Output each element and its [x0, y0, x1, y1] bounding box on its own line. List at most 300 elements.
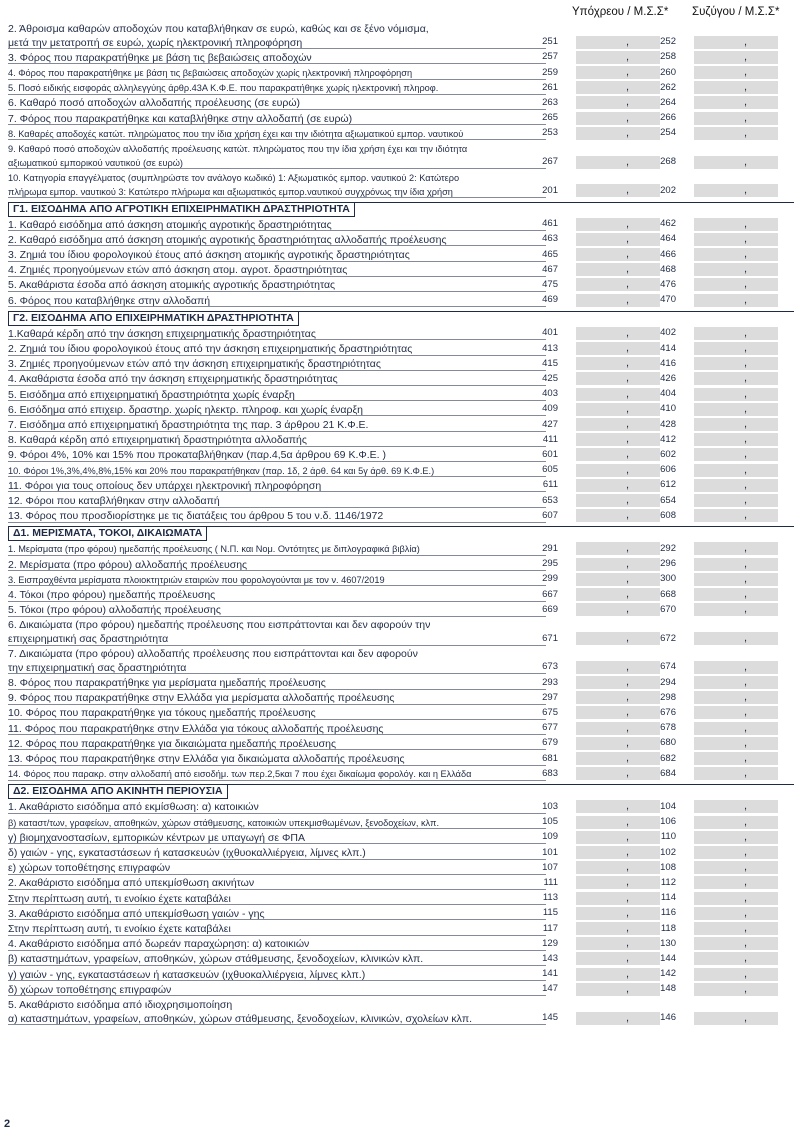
- decimal-separator: ,: [626, 248, 630, 261]
- field-code-taxpayer: 105: [542, 816, 558, 828]
- row-label-line: 13. Φόρος που παρακρατήθηκε στην Ελλάδα για δικαιώματα αλλοδαπής προέλευσης: [8, 753, 405, 765]
- amount-field-spouse[interactable]: [694, 861, 778, 874]
- decimal-separator: ,: [626, 372, 630, 385]
- decimal-separator: ,: [744, 278, 748, 291]
- field-code-spouse: 476: [660, 278, 676, 290]
- amount-field-taxpayer[interactable]: [576, 218, 660, 231]
- form-row: [8, 448, 794, 462]
- row-underline: [8, 261, 546, 262]
- row-underline: [8, 813, 546, 814]
- field-code-taxpayer: 409: [542, 403, 558, 415]
- amount-field-taxpayer[interactable]: [576, 263, 660, 276]
- decimal-separator: ,: [744, 706, 748, 719]
- row-label-line: γ) βιομηχανοστασίων, εμπορικών κέντρων με υπαγωγή σε ΦΠΑ: [8, 831, 305, 844]
- decimal-separator: ,: [626, 982, 630, 995]
- row-underline: [8, 859, 546, 860]
- field-code-taxpayer: 129: [542, 937, 558, 949]
- amount-field-taxpayer[interactable]: [576, 737, 660, 750]
- form-row: [8, 142, 794, 169]
- row-underline: [8, 980, 546, 981]
- field-code-taxpayer: 675: [542, 706, 558, 718]
- row-label-line: 1. Μερίσματα (προ φόρου) ημεδαπής προέλευσης ( Ν.Π. και Νομ. Οντότητες με διπλογραφικά βιβλία): [8, 544, 420, 555]
- row-label-line: 5. Εισόδημα από επιχειρηματική δραστηριότητα χωρίς έναρξη: [8, 388, 295, 401]
- amount-field-spouse[interactable]: [694, 294, 778, 307]
- decimal-separator: ,: [744, 676, 748, 689]
- amount-field-taxpayer[interactable]: [576, 691, 660, 704]
- row-label-line: 9. Καθαρό ποσό αποδοχών αλλοδαπής προέλευσης κατώτ. πληρώματος που την ίδια χρήση έχει και την ιδιότητα: [8, 144, 468, 154]
- amount-field-taxpayer[interactable]: [576, 706, 660, 719]
- amount-field-taxpayer[interactable]: [576, 722, 660, 735]
- row-label-line: 9. Φόρος που παρακρατήθηκε στην Ελλάδα για μερίσματα αλλοδαπής προέλευσης: [8, 692, 395, 705]
- row-underline: [8, 197, 546, 198]
- row-underline: [8, 843, 546, 844]
- amount-field-spouse[interactable]: [694, 542, 778, 555]
- field-code-taxpayer: 467: [542, 263, 558, 275]
- decimal-separator: ,: [744, 66, 748, 79]
- row-label-line: 12. Φόροι που καταβλήθηκαν στην αλλοδαπή: [8, 495, 220, 507]
- field-code-taxpayer: 607: [542, 509, 558, 521]
- amount-field-taxpayer[interactable]: [576, 372, 660, 385]
- amount-field-taxpayer[interactable]: [576, 357, 660, 370]
- decimal-separator: ,: [626, 937, 630, 950]
- row-underline: [8, 585, 546, 586]
- decimal-separator: ,: [626, 494, 630, 507]
- decimal-separator: ,: [744, 603, 748, 616]
- amount-field-spouse[interactable]: [694, 952, 778, 965]
- form-row: [8, 922, 794, 936]
- form-row: [8, 418, 794, 432]
- decimal-separator: ,: [744, 937, 748, 950]
- row-label-line: 2. Μερίσματα (προ φόρου) αλλοδαπής προέλευσης: [8, 558, 248, 571]
- amount-field-taxpayer[interactable]: [576, 907, 660, 920]
- amount-field-taxpayer[interactable]: [576, 752, 660, 765]
- amount-field-spouse[interactable]: [694, 66, 778, 79]
- decimal-separator: ,: [744, 876, 748, 889]
- amount-field-spouse[interactable]: [694, 433, 778, 446]
- decimal-separator: ,: [626, 387, 630, 400]
- form-row: [8, 676, 794, 690]
- decimal-separator: ,: [744, 50, 748, 63]
- amount-field-spouse[interactable]: [694, 509, 778, 522]
- field-code-spouse: 296: [660, 558, 676, 570]
- row-label-line: 6. Φόρος που καταβλήθηκε στην αλλοδαπή: [8, 294, 211, 307]
- field-code-taxpayer: 677: [542, 722, 558, 734]
- field-code-spouse: 464: [660, 233, 676, 245]
- field-code-taxpayer: 425: [542, 372, 558, 384]
- amount-field-taxpayer[interactable]: [576, 588, 660, 601]
- amount-field-taxpayer[interactable]: [576, 800, 660, 813]
- row-label-line: 3. Ζημιά του ίδιου φορολογικού έτους από άσκηση ατομικής αγροτικής δραστηριότητας: [8, 249, 410, 261]
- amount-field-spouse[interactable]: [694, 357, 778, 370]
- form-row: [8, 51, 794, 65]
- amount-field-spouse[interactable]: [694, 661, 778, 674]
- form-row: [8, 327, 794, 341]
- amount-field-spouse[interactable]: [694, 876, 778, 889]
- amount-field-spouse[interactable]: [694, 327, 778, 340]
- amount-field-taxpayer[interactable]: [576, 342, 660, 355]
- amount-field-taxpayer[interactable]: [576, 233, 660, 246]
- form-row: [8, 403, 794, 417]
- amount-field-spouse[interactable]: [694, 737, 778, 750]
- field-code-taxpayer: 297: [542, 691, 558, 703]
- row-underline: [8, 616, 546, 617]
- amount-field-spouse[interactable]: [694, 676, 778, 689]
- row-underline: [8, 719, 546, 720]
- row-label-line: 1. Καθαρό εισόδημα από άσκηση ατομικής αγροτικής δραστηριότητας: [8, 218, 332, 231]
- amount-field-spouse[interactable]: [694, 372, 778, 385]
- form-row: [8, 861, 794, 875]
- decimal-separator: ,: [744, 81, 748, 94]
- decimal-separator: ,: [744, 861, 748, 874]
- row-underline: [8, 995, 546, 996]
- field-code-spouse: 116: [660, 907, 676, 919]
- amount-field-taxpayer[interactable]: [576, 603, 660, 616]
- amount-field-taxpayer[interactable]: [576, 676, 660, 689]
- field-code-taxpayer: 469: [542, 294, 558, 306]
- form-row: [8, 509, 794, 523]
- field-code-taxpayer: 115: [542, 907, 558, 919]
- form-row: [8, 66, 794, 80]
- amount-field-spouse[interactable]: [694, 1012, 778, 1025]
- decimal-separator: ,: [744, 1011, 748, 1024]
- amount-field-taxpayer[interactable]: [576, 278, 660, 291]
- field-code-taxpayer: 299: [542, 573, 558, 585]
- amount-field-spouse[interactable]: [694, 263, 778, 276]
- amount-field-spouse[interactable]: [694, 388, 778, 401]
- field-code-spouse: 268: [660, 156, 676, 168]
- decimal-separator: ,: [744, 418, 748, 431]
- amount-field-taxpayer[interactable]: [576, 494, 660, 507]
- row-label-line: 10. Φόροι 1%,3%,4%,8%,15% και 20% που παρακρατήθηκαν (παρ. 1δ, 2 άρθ. 64 και 5γ άρθ. 69 Κ.Φ.Ε.): [8, 465, 435, 476]
- amount-field-taxpayer[interactable]: [576, 861, 660, 874]
- amount-field-spouse[interactable]: [694, 767, 778, 780]
- decimal-separator: ,: [626, 1011, 630, 1024]
- form-row: [8, 171, 794, 198]
- row-label-line: την επιχειρηματική σας δραστηριότητα: [8, 662, 187, 675]
- field-code-spouse: 426: [660, 372, 676, 384]
- amount-field-spouse[interactable]: [694, 892, 778, 905]
- row-underline: [8, 919, 546, 920]
- decimal-separator: ,: [626, 81, 630, 94]
- amount-field-taxpayer[interactable]: [576, 433, 660, 446]
- field-code-spouse: 468: [660, 263, 676, 275]
- form-row: [8, 96, 794, 110]
- amount-field-taxpayer[interactable]: [576, 479, 660, 492]
- amount-field-taxpayer[interactable]: [576, 876, 660, 889]
- decimal-separator: ,: [744, 448, 748, 461]
- row-label-line: β) καταστημάτων, γραφείων, αποθηκών, χώρων στάθμευσης, ξενοδοχείων, κλινικών κλπ.: [8, 953, 424, 966]
- decimal-separator: ,: [626, 572, 630, 585]
- amount-field-spouse[interactable]: [694, 494, 778, 507]
- amount-field-taxpayer[interactable]: [576, 831, 660, 844]
- amount-field-taxpayer[interactable]: [576, 96, 660, 109]
- amount-field-spouse[interactable]: [694, 558, 778, 571]
- field-code-spouse: 678: [660, 722, 676, 734]
- amount-field-taxpayer[interactable]: [576, 542, 660, 555]
- decimal-separator: ,: [744, 293, 748, 306]
- amount-field-taxpayer[interactable]: [576, 1012, 660, 1025]
- decimal-separator: ,: [744, 952, 748, 965]
- field-code-taxpayer: 415: [542, 357, 558, 369]
- row-underline: [8, 491, 546, 492]
- decimal-separator: ,: [744, 572, 748, 585]
- amount-field-taxpayer[interactable]: [576, 184, 660, 197]
- amount-field-taxpayer[interactable]: [576, 573, 660, 586]
- decimal-separator: ,: [626, 846, 630, 859]
- amount-field-taxpayer[interactable]: [576, 127, 660, 140]
- amount-field-taxpayer[interactable]: [576, 294, 660, 307]
- amount-field-spouse[interactable]: [694, 706, 778, 719]
- amount-field-spouse[interactable]: [694, 800, 778, 813]
- amount-field-taxpayer[interactable]: [576, 661, 660, 674]
- amount-field-taxpayer[interactable]: [576, 327, 660, 340]
- row-label-line: 4. Τόκοι (προ φόρου) ημεδαπής προέλευσης: [8, 589, 216, 601]
- amount-field-spouse[interactable]: [694, 418, 778, 431]
- field-code-taxpayer: 601: [542, 448, 558, 460]
- amount-field-spouse[interactable]: [694, 248, 778, 261]
- decimal-separator: ,: [626, 800, 630, 813]
- amount-field-spouse[interactable]: [694, 403, 778, 416]
- amount-field-spouse[interactable]: [694, 51, 778, 64]
- decimal-separator: ,: [744, 767, 748, 780]
- field-code-spouse: 416: [660, 357, 676, 369]
- amount-field-taxpayer[interactable]: [576, 983, 660, 996]
- decimal-separator: ,: [626, 357, 630, 370]
- amount-field-spouse[interactable]: [694, 36, 778, 49]
- amount-field-taxpayer[interactable]: [576, 968, 660, 981]
- section-title: Γ2. ΕΙΣΟΔΗΜΑ ΑΠΟ ΕΠΙΧΕΙΡΗΜΑΤΙΚΗ ΔΡΑΣΤΗΡΙΟΤΗΤΑ: [8, 311, 299, 326]
- row-underline: [8, 689, 546, 690]
- amount-field-spouse[interactable]: [694, 588, 778, 601]
- amount-field-taxpayer[interactable]: [576, 51, 660, 64]
- form-row: [8, 218, 794, 232]
- field-code-taxpayer: 113: [542, 892, 558, 904]
- decimal-separator: ,: [626, 906, 630, 919]
- field-code-spouse: 680: [660, 737, 676, 749]
- column-header-spouse: Συζύγου / Μ.Σ.Σ*: [692, 6, 780, 18]
- amount-field-spouse[interactable]: [694, 278, 778, 291]
- amount-field-spouse[interactable]: [694, 127, 778, 140]
- amount-field-spouse[interactable]: [694, 464, 778, 477]
- row-label-line: 11. Φόρος που παρακρατήθηκε στην Ελλάδα για τόκους αλλοδαπής προέλευσης: [8, 722, 384, 735]
- row-label-line: 13. Φόρος που προσδιορίστηκε με τις διατάξεις του άρθρου 5 του ν.δ. 1146/1972: [8, 510, 384, 523]
- amount-field-taxpayer[interactable]: [576, 36, 660, 49]
- field-code-taxpayer: 669: [542, 603, 558, 615]
- field-code-spouse: 674: [660, 661, 676, 673]
- field-code-spouse: 258: [660, 51, 676, 63]
- amount-field-taxpayer[interactable]: [576, 388, 660, 401]
- field-code-taxpayer: 411: [542, 433, 558, 445]
- form-row: [8, 603, 794, 617]
- decimal-separator: ,: [626, 111, 630, 124]
- row-underline: [8, 230, 546, 231]
- row-label-line: 11. Φόροι για τους οποίους δεν υπάρχει ηλεκτρονική πληροφόρηση: [8, 479, 322, 492]
- field-code-taxpayer: 671: [542, 632, 558, 644]
- section-title: Δ1. ΜΕΡΙΣΜΑΤΑ, ΤΟΚΟΙ, ΔΙΚΑΙΩΜΑΤΑ: [8, 526, 207, 541]
- amount-field-taxpayer[interactable]: [576, 448, 660, 461]
- row-label-line: πλήρωμα εμπορ. ναυτικού 3: Κατώτερο πλήρωμα και αξιωματικός εμπορ.ναυτικού συγχρόνως την ίδια χρήση: [8, 186, 453, 197]
- row-underline: [8, 306, 546, 307]
- decimal-separator: ,: [626, 96, 630, 109]
- amount-field-taxpayer[interactable]: [576, 418, 660, 431]
- form-row: [8, 618, 794, 645]
- amount-field-spouse[interactable]: [694, 722, 778, 735]
- decimal-separator: ,: [626, 891, 630, 904]
- amount-field-spouse[interactable]: [694, 81, 778, 94]
- amount-field-spouse[interactable]: [694, 846, 778, 859]
- decimal-separator: ,: [744, 509, 748, 522]
- amount-field-spouse[interactable]: [694, 937, 778, 950]
- decimal-separator: ,: [626, 736, 630, 749]
- field-code-taxpayer: 461: [542, 218, 558, 230]
- amount-field-spouse[interactable]: [694, 156, 778, 169]
- field-code-spouse: 608: [660, 509, 676, 521]
- amount-field-taxpayer[interactable]: [576, 558, 660, 571]
- row-label-line: 3. Εισπραχθέντα μερίσματα πλοιοκτητριών εταιριών που φορολογούνται με τον ν. 4607/2019: [8, 574, 385, 585]
- decimal-separator: ,: [744, 660, 748, 673]
- decimal-separator: ,: [626, 876, 630, 889]
- row-underline: [8, 461, 546, 462]
- amount-field-taxpayer[interactable]: [576, 816, 660, 829]
- row-label-line: 6. Καθαρό ποσό αποδοχών αλλοδαπής προέλευσης (σε ευρώ): [8, 97, 301, 110]
- amount-field-taxpayer[interactable]: [576, 937, 660, 950]
- decimal-separator: ,: [626, 557, 630, 570]
- amount-field-spouse[interactable]: [694, 233, 778, 246]
- form-row: [8, 388, 794, 402]
- field-code-taxpayer: 111: [543, 876, 558, 888]
- amount-field-spouse[interactable]: [694, 752, 778, 765]
- field-code-taxpayer: 253: [542, 127, 558, 139]
- amount-field-taxpayer[interactable]: [576, 112, 660, 125]
- form-row: [8, 248, 794, 262]
- decimal-separator: ,: [744, 830, 748, 843]
- field-code-taxpayer: 267: [542, 156, 558, 168]
- field-code-spouse: 264: [660, 96, 676, 108]
- row-label-line: 10. Κατηγορία επαγγέλματος (συμπληρώστε τον ανάλογο κωδικό) 1: Αξιωματικός εμπορ. ναυτικού 2: Κατώτερο: [8, 172, 460, 183]
- decimal-separator: ,: [744, 387, 748, 400]
- amount-field-spouse[interactable]: [694, 968, 778, 981]
- amount-field-spouse[interactable]: [694, 218, 778, 231]
- decimal-separator: ,: [626, 184, 630, 197]
- decimal-separator: ,: [626, 721, 630, 734]
- decimal-separator: ,: [744, 96, 748, 109]
- amount-field-spouse[interactable]: [694, 816, 778, 829]
- amount-field-spouse[interactable]: [694, 184, 778, 197]
- row-label-line: 8. Καθαρά κέρδη από επιχειρηματική δραστηριότητα αλλοδαπής: [8, 434, 307, 447]
- form-row: [8, 112, 794, 126]
- amount-field-spouse[interactable]: [694, 479, 778, 492]
- form-row: [8, 691, 794, 705]
- form-row: [8, 983, 794, 997]
- amount-field-taxpayer[interactable]: [576, 922, 660, 935]
- form-row: [8, 494, 794, 508]
- decimal-separator: ,: [626, 232, 630, 245]
- amount-field-taxpayer[interactable]: [576, 846, 660, 859]
- decimal-separator: ,: [744, 326, 748, 339]
- amount-field-spouse[interactable]: [694, 573, 778, 586]
- decimal-separator: ,: [744, 184, 748, 197]
- amount-field-spouse[interactable]: [694, 96, 778, 109]
- amount-field-spouse[interactable]: [694, 342, 778, 355]
- amount-field-taxpayer[interactable]: [576, 767, 660, 780]
- field-code-spouse: 142: [660, 968, 676, 980]
- decimal-separator: ,: [626, 402, 630, 415]
- row-underline: [8, 168, 546, 169]
- amount-field-taxpayer[interactable]: [576, 248, 660, 261]
- field-code-spouse: 404: [660, 388, 676, 400]
- decimal-separator: ,: [744, 557, 748, 570]
- row-label: [8, 22, 548, 50]
- amount-field-taxpayer[interactable]: [576, 509, 660, 522]
- amount-field-spouse[interactable]: [694, 691, 778, 704]
- row-underline: [8, 1024, 546, 1025]
- field-code-spouse: 202: [660, 184, 676, 196]
- amount-field-taxpayer[interactable]: [576, 66, 660, 79]
- amount-field-spouse[interactable]: [694, 983, 778, 996]
- row-underline: [8, 63, 546, 64]
- decimal-separator: ,: [744, 815, 748, 828]
- form-row: [8, 357, 794, 371]
- row-label-line: 14. Φόρος που παρακρ. στην αλλοδαπή από εισοδήμ. των περ.2,5και 7 που έχει δικαίωμα φορολόγ. και η Ελλάδα: [8, 769, 472, 780]
- amount-field-spouse[interactable]: [694, 922, 778, 935]
- amount-field-spouse[interactable]: [694, 831, 778, 844]
- field-code-spouse: 114: [660, 892, 676, 904]
- amount-field-taxpayer[interactable]: [576, 464, 660, 477]
- row-label-line: 5. Ακαθάριστο εισόδημα από ιδιοχρησιμοποίηση: [8, 999, 233, 1011]
- decimal-separator: ,: [744, 248, 748, 261]
- row-label-line: Στην περίπτωση αυτή, τι ενοίκιο έχετε καταβάλει: [8, 923, 231, 935]
- decimal-separator: ,: [744, 982, 748, 995]
- decimal-separator: ,: [744, 126, 748, 139]
- amount-field-taxpayer[interactable]: [576, 892, 660, 905]
- decimal-separator: ,: [626, 155, 630, 168]
- decimal-separator: ,: [626, 542, 630, 555]
- decimal-separator: ,: [744, 922, 748, 935]
- row-underline: [8, 109, 546, 110]
- row-label-line: 5. Ακαθάριστα έσοδα από άσκηση ατομικής αγροτικής δραστηριότητας: [8, 279, 336, 292]
- form-row: [8, 952, 794, 966]
- amount-field-spouse[interactable]: [694, 907, 778, 920]
- form-row: [8, 737, 794, 751]
- field-code-spouse: 684: [660, 767, 676, 779]
- decimal-separator: ,: [744, 906, 748, 919]
- section-title: Γ1. ΕΙΣΟΔΗΜΑ ΑΠΟ ΑΓΡΟΤΙΚΗ ΕΠΙΧΕΙΡΗΜΑΤΙΚΗ ΔΡΑΣΤΗΡΙΟΤΗΤΑ: [8, 202, 355, 217]
- decimal-separator: ,: [744, 217, 748, 230]
- amount-field-taxpayer[interactable]: [576, 403, 660, 416]
- decimal-separator: ,: [744, 35, 748, 48]
- amount-field-spouse[interactable]: [694, 112, 778, 125]
- field-code-spouse: 470: [660, 294, 676, 306]
- amount-field-spouse[interactable]: [694, 632, 778, 645]
- field-code-taxpayer: 147: [542, 983, 558, 995]
- amount-field-taxpayer[interactable]: [576, 952, 660, 965]
- form-row: [8, 542, 794, 556]
- row-label-line: 5. Τόκοι (προ φόρου) αλλοδαπής προέλευσης: [8, 604, 221, 617]
- amount-field-taxpayer[interactable]: [576, 156, 660, 169]
- amount-field-spouse[interactable]: [694, 603, 778, 616]
- amount-field-spouse[interactable]: [694, 448, 778, 461]
- decimal-separator: ,: [744, 752, 748, 765]
- field-code-taxpayer: 117: [542, 922, 558, 934]
- amount-field-taxpayer[interactable]: [576, 81, 660, 94]
- decimal-separator: ,: [744, 111, 748, 124]
- form-row: [8, 263, 794, 277]
- amount-field-taxpayer[interactable]: [576, 632, 660, 645]
- form-row: [8, 722, 794, 736]
- field-code-spouse: 112: [660, 876, 676, 888]
- row-underline: [8, 476, 546, 477]
- field-code-taxpayer: 679: [542, 737, 558, 749]
